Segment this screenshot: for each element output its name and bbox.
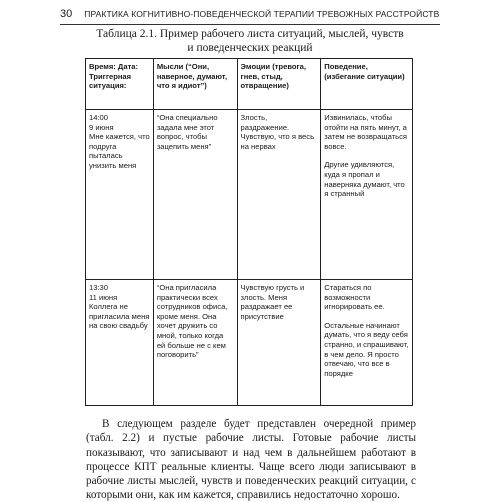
worksheet-table [85,58,413,406]
situation-text: Мне кажется, что подруга пыталась унизить меня [89,132,150,170]
thought-text: “Она специально задала мне этот вопрос, чтобы зацепить меня” [156,113,218,151]
page-header [60,8,440,25]
caption-line-2: и поведенческих реакций [187,42,313,54]
time-value: 14:00 [89,113,109,122]
situation-text: Коллега не пригласила меня на свою свадьбу [89,302,150,331]
thought-cell [153,280,237,406]
date-value: 9 июня [89,122,114,132]
behavior-text-2: Другие удивляются, куда я пропал и наверняка думают, что я странный [324,160,405,199]
thought-cell [153,110,237,280]
behavior-cell [321,280,413,406]
behavior-cell [321,110,413,280]
header-situation: Время: Дата: Триггерная ситуация: [86,59,154,110]
body-paragraph: В следующем разделе будет представлен очередной пример (табл. 2.2) и пустые рабочие листы. Готовые рабочие листы показывают, что записывают и над чем в дальнейшем работают в процессе КПТ реальные клиенты. Чаще всего люди записывают в рабочие листы мыслей, чувств и поведенческих реакций ситуации, с которыми они, как им кажется, справились недостаточно хорошо. [86,418,416,502]
behavior-text-1: Извинилась, чтобы отойти на пять минут, а затем не возвращаться вовсе. [324,113,407,151]
emotion-cell [237,110,321,280]
caption-line-1: Таблица 2.1. Пример рабочего листа ситуаций, мыслей, чувств [96,28,404,40]
emotion-text: Чувствую грусть и злость. Меня раздражает ее присутствие [240,283,305,321]
thought-text: “Она пригласила практически всех сотрудников офиса, кроме меня. Она хочет дружить со мной, только когда ей больше не с кем поговорить” [156,283,228,360]
header-emotions: Эмоции (тревога, гнев, стыд, отвращение) [237,59,321,110]
running-title: ПРАКТИКА КОГНИТИВНО-ПОВЕДЕНЧЕСКОЙ ТЕРАПИИ ТРЕВОЖНЫХ РАССТРОЙСТВ [84,9,440,19]
situation-cell [86,110,154,280]
date-value: 11 июня [89,292,118,302]
table-row [86,280,413,406]
table-caption [80,27,420,55]
table-header-row [86,59,413,110]
situation-cell [86,280,154,406]
header-thoughts: Мысли (“Они, наверное, думают, что я идиот”) [153,59,237,110]
emotion-text: Злость, раздражение. Чувствую, что я весь на нервах [240,113,315,151]
header-behavior: Поведение, (избегание ситуации) [321,59,413,110]
table-row [86,110,413,280]
page-number: 30 [60,8,73,20]
behavior-text-2: Остальные начинают думать, что я веду себя странно, и спрашивают, в чем дело. Я просто отвечаю, что все в порядке [324,320,409,378]
behavior-text-1: Стараться по возможности игнорировать ее. [324,283,385,312]
emotion-cell [237,280,321,406]
time-value: 13:30 [89,283,109,292]
